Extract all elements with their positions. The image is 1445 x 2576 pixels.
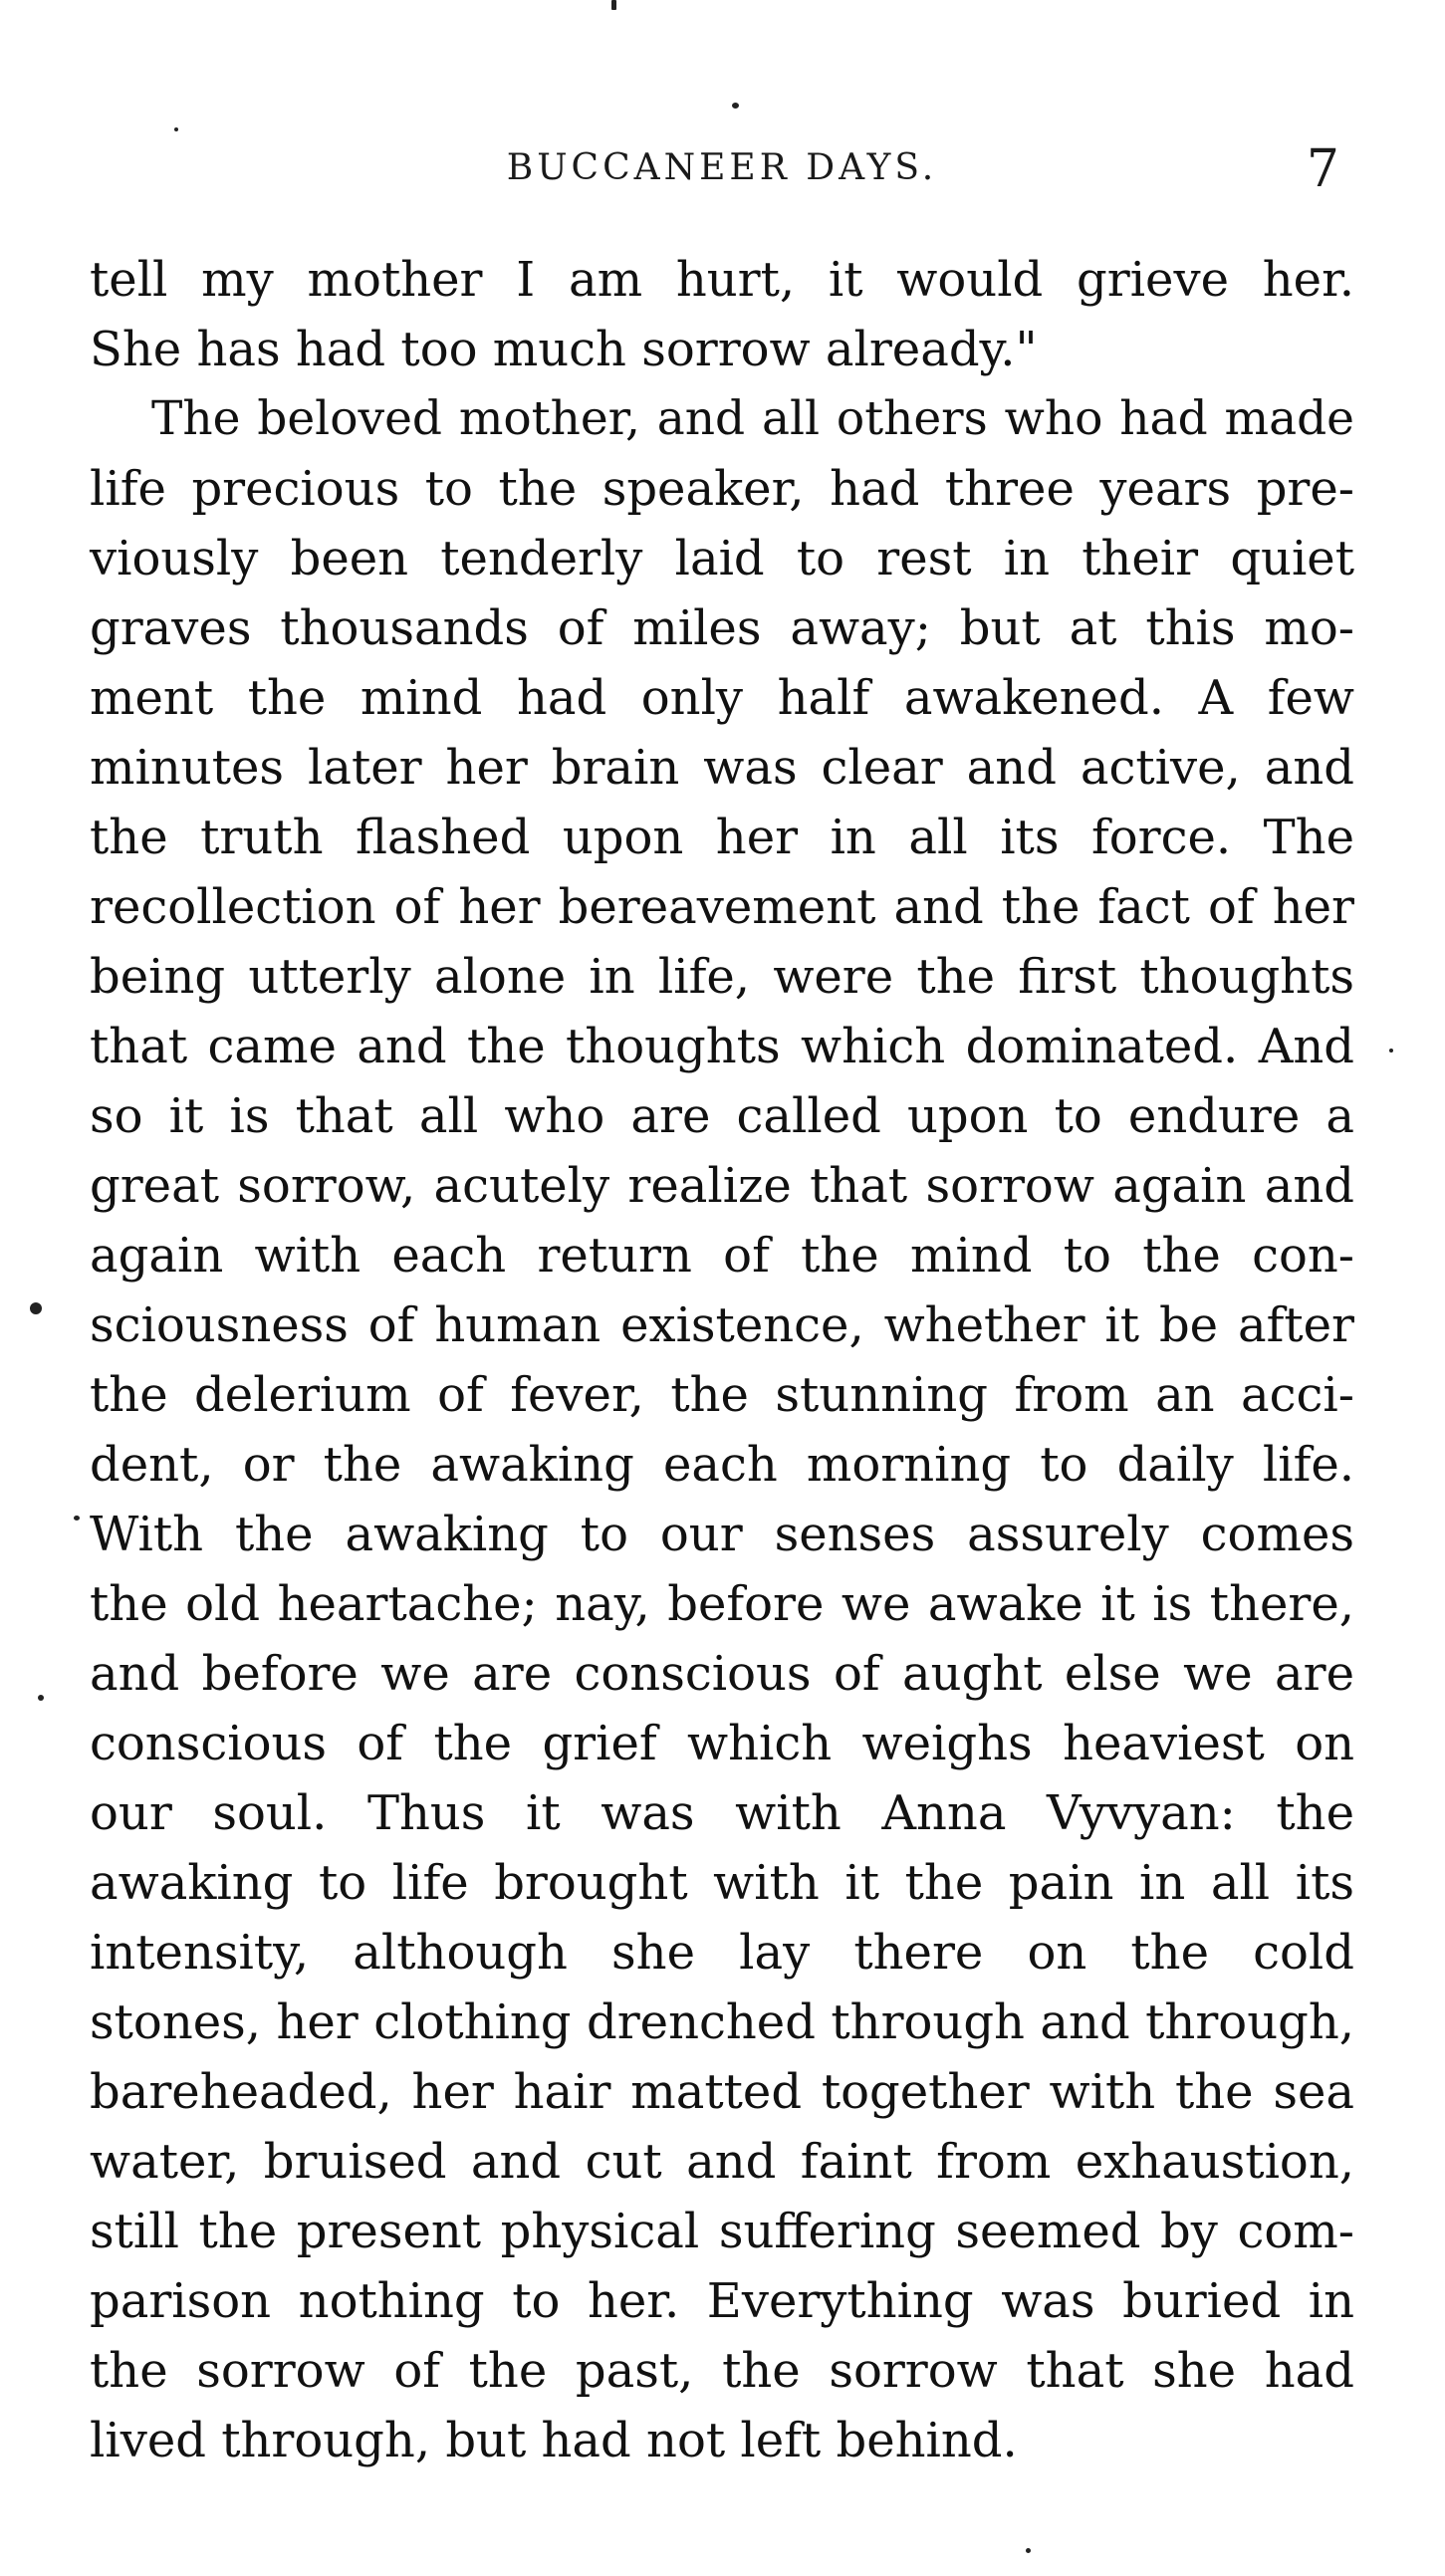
text-line: the truth flashed upon her in all its force. The [90,810,1354,865]
ink-speck [611,0,616,10]
text-line: our soul. Thus it was with Anna Vyvyan: the [90,1785,1354,1841]
text-line: the old heartache; nay, before we awake it is there, [90,1576,1354,1632]
text-line: being utterly alone in life, were the first thoughts [90,949,1354,1005]
text-line: so it is that all who are called upon to endure a [90,1088,1354,1144]
text-line: She has had too much sorrow already." [90,322,1038,377]
ink-speck [1389,1049,1393,1053]
text-line: viously been tenderly laid to rest in their quiet [90,531,1354,586]
text-line: the sorrow of the past, the sorrow that she had [90,2343,1354,2399]
text-line: bareheaded, her hair matted together with the sea [90,2064,1354,2120]
text-line: minutes later her brain was clear and active, and [90,740,1354,796]
running-head [90,139,1354,209]
ink-speck [38,1695,44,1701]
text-line: that came and the thoughts which dominated. And [90,1019,1354,1074]
text-line: again with each return of the mind to the con- [90,1228,1354,1284]
ink-speck [74,1516,80,1521]
paragraph-first-line: The beloved mother, and all others who had made [151,391,1354,446]
text-line: water, bruised and cut and faint from exhaustion, [90,2134,1354,2190]
text-line: stones, her clothing drenched through and through, [90,1994,1354,2050]
text-line: tell my mother I am hurt, it would grieve her. [90,252,1354,308]
text-line: awaking to life brought with it the pain in all its [90,1855,1354,1911]
running-title: BUCCANEER DAYS. [506,147,938,188]
ink-speck [174,127,178,131]
text-line: With the awaking to our senses assurely comes [90,1507,1354,1562]
text-line: and before we are conscious of aught else we are [90,1646,1354,1702]
text-line: the delerium of fever, the stunning from an acci- [90,1367,1354,1423]
ink-speck [1026,2548,1031,2553]
page-number: 7 [1306,139,1339,199]
text-line: conscious of the grief which weighs heaviest on [90,1716,1354,1771]
text-line: dent, or the awaking each morning to daily life. [90,1437,1354,1493]
ink-speck [732,103,739,109]
text-line: sciousness of human existence, whether it be after [90,1297,1354,1353]
text-line: life precious to the speaker, had three years pre- [90,461,1354,517]
text-line: intensity, although she lay there on the cold [90,1925,1354,1981]
ink-speck [30,1302,42,1314]
text-line: great sorrow, acutely realize that sorrow again and [90,1158,1354,1214]
text-line: lived through, but had not left behind. [90,2413,1018,2468]
text-line: recollection of her bereavement and the fact of her [90,879,1354,935]
text-line: ment the mind had only half awakened. A few [90,670,1354,726]
text-line: graves thousands of miles away; but at this mo- [90,600,1354,656]
text-line: parison nothing to her. Everything was buried in [90,2273,1354,2329]
text-line: still the present physical suffering seemed by com- [90,2204,1354,2259]
